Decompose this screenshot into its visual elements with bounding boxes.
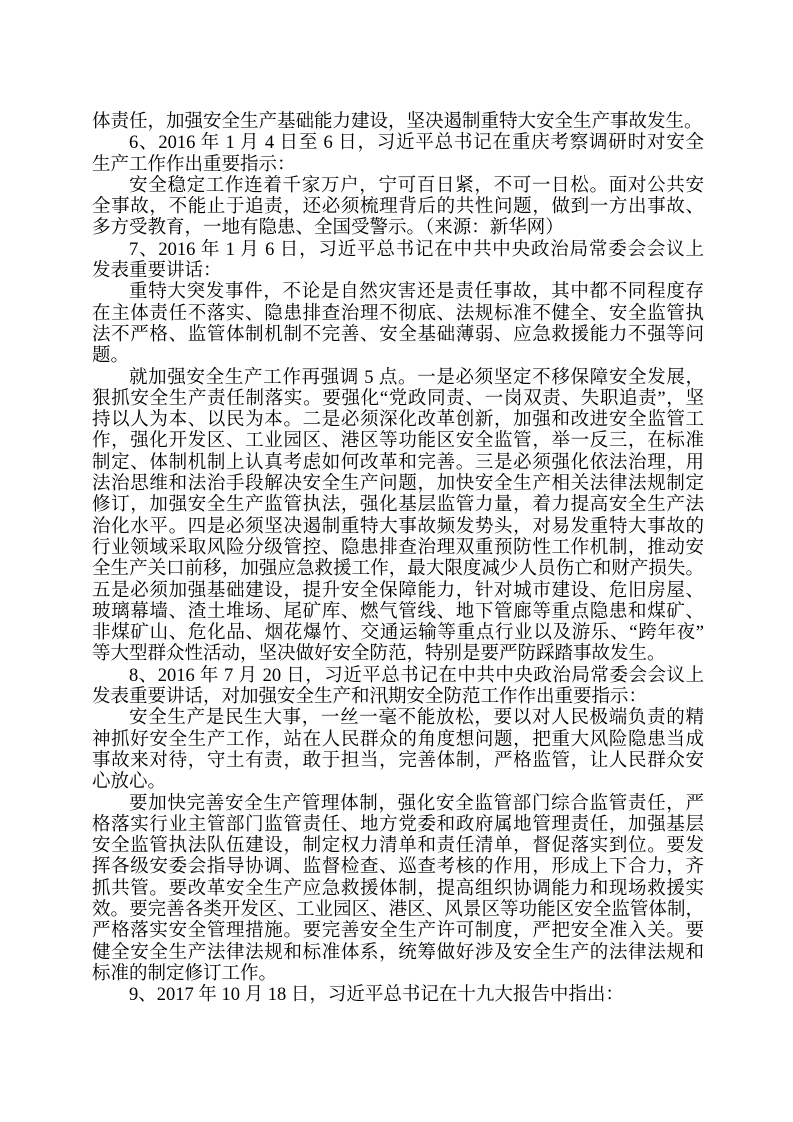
text-line-37: 抓共管。要改革安全生产应急救援体制，提高组织协调能力和现场救援实 [92, 878, 704, 899]
text-line-29: 安全生产是民生大事，一丝一毫不能放松，要以对人民极端负责的精 [129, 708, 704, 729]
text-line-39: 严格落实安全管理措施。要完善安全生产许可制度，严把安全准入关。要 [92, 921, 704, 942]
text-line-16: 作，强化开发区、工业园区、港区等功能区安全监管，举一反三，在标准 [92, 431, 704, 452]
text-line-28: 发表重要讲话，对加强安全生产和汛期安全防范工作作出重要指示： [92, 687, 648, 708]
text-line-23: 五是必须加强基础建设，提升安全保障能力，针对城市建设、危旧房屋、 [92, 580, 704, 601]
text-line-1: 体责任，加强安全生产基础能力建设，坚决遏制重特大安全生产事故发生。 [92, 112, 703, 132]
text-line-30: 神抓好安全生产工作，站在人民群众的角度想问题，把重大风险隐患当成 [92, 729, 704, 750]
text-line-9: 重特大突发事件，不论是自然灾害还是责任事故，其中都不同程度存 [129, 282, 704, 303]
text-line-11: 法不严格、监管体制机制不完善、安全基础薄弱、应急救援能力不强等问 [92, 324, 704, 345]
text-line-3: 生产工作作出重要指示： [92, 154, 296, 175]
text-line-4: 安全稳定工作连着千家万户，宁可百日紧，不可一日松。面对公共安 [129, 175, 704, 196]
text-line-15: 持以人为本、以民为本。二是必须深化改革创新，加强和改进安全监管工 [92, 410, 704, 431]
text-line-22: 全生产关口前移，加强应急救援工作，最大限度减少人员伤亡和财产损失。 [92, 559, 704, 580]
text-line-42: 9、2017 年 10 月 18 日，习近平总书记在十九大报告中指出： [129, 985, 624, 1006]
text-line-12: 题。 [92, 346, 130, 367]
text-line-8: 发表重要讲话： [92, 261, 222, 282]
text-line-7: 7、2016 年 1 月 6 日，习近平总书记在中共中央政治局常委会会议上 [129, 239, 704, 260]
text-line-26: 等大型群众性活动，坚决做好安全防范，特别是要严防踩踏事故发生。 [92, 644, 666, 665]
text-line-40: 健全安全生产法律法规和标准体系，统筹做好涉及安全生产的法律法规和 [92, 942, 704, 963]
text-line-13: 就加强安全生产工作再强调 5 点。一是必须坚定不移保障安全发展， [129, 367, 704, 388]
text-line-18: 法治思维和法治手段解决安全生产问题，加快安全生产相关法律法规制定 [92, 474, 704, 495]
text-line-35: 安全监管执法队伍建设，制定权力清单和责任清单，督促落实到位。要发 [92, 836, 704, 857]
text-line-27: 8、2016 年 7 月 20 日，习近平总书记在中共中央政治局常委会会议上 [129, 665, 704, 686]
text-line-19: 修订，加强安全生产监管执法，强化基层监管力量，着力提高安全生产法 [92, 495, 704, 516]
text-line-31: 事故来对待，守土有责，敢于担当，完善体制，严格监管，让人民群众安 [92, 750, 704, 771]
text-line-17: 制定、体制机制上认真考虑如何改革和完善。三是必须强化依法治理，用 [92, 452, 704, 473]
text-line-24: 玻璃幕墙、渣土堆场、尾矿库、燃气管线、地下管廊等重点隐患和煤矿、 [92, 601, 704, 622]
text-line-2: 6、2016 年 1 月 4 日至 6 日，习近平总书记在重庆考察调研时对安全 [129, 133, 704, 154]
text-line-6: 多方受教育，一地有隐患、全国受警示。（来源：新华网） [92, 218, 564, 239]
text-line-34: 格落实行业主管部门监管责任、地方党委和政府属地管理责任，加强基层 [92, 814, 704, 835]
text-line-10: 在主体责任不落实、隐患排查治理不彻底、法规标准不健全、安全监管执 [92, 303, 704, 324]
text-line-36: 挥各级安委会指导协调、监督检查、巡查考核的作用，形成上下合力，齐 [92, 857, 704, 878]
text-line-33: 要加快完善安全生产管理体制，强化安全监管部门综合监管责任，严 [129, 793, 704, 814]
document-body [92, 112, 704, 1006]
text-line-32: 心放心。 [92, 772, 167, 793]
text-line-41: 标准的制定修订工作。 [92, 963, 278, 984]
text-line-25: 非煤矿山、危化品、烟花爆竹、交通运输等重点行业以及游乐、“跨年夜” [92, 623, 704, 644]
text-line-5: 全事故，不能止于追责，还必须梳理背后的共性问题，做到一方出事故、 [92, 197, 704, 218]
text-line-20: 治化水平。四是必须坚决遏制重特大事故频发势头，对易发重特大事故的 [92, 516, 704, 537]
text-line-38: 效。要完善各类开发区、工业园区、港区、风景区等功能区安全监管体制， [92, 899, 704, 920]
text-line-14: 狠抓安全生产责任制落实。要强化“党政同责、一岗双责、失职追责”，坚 [92, 388, 704, 409]
text-line-21: 行业领域采取风险分级管控、隐患排查治理双重预防性工作机制，推动安 [92, 537, 704, 558]
